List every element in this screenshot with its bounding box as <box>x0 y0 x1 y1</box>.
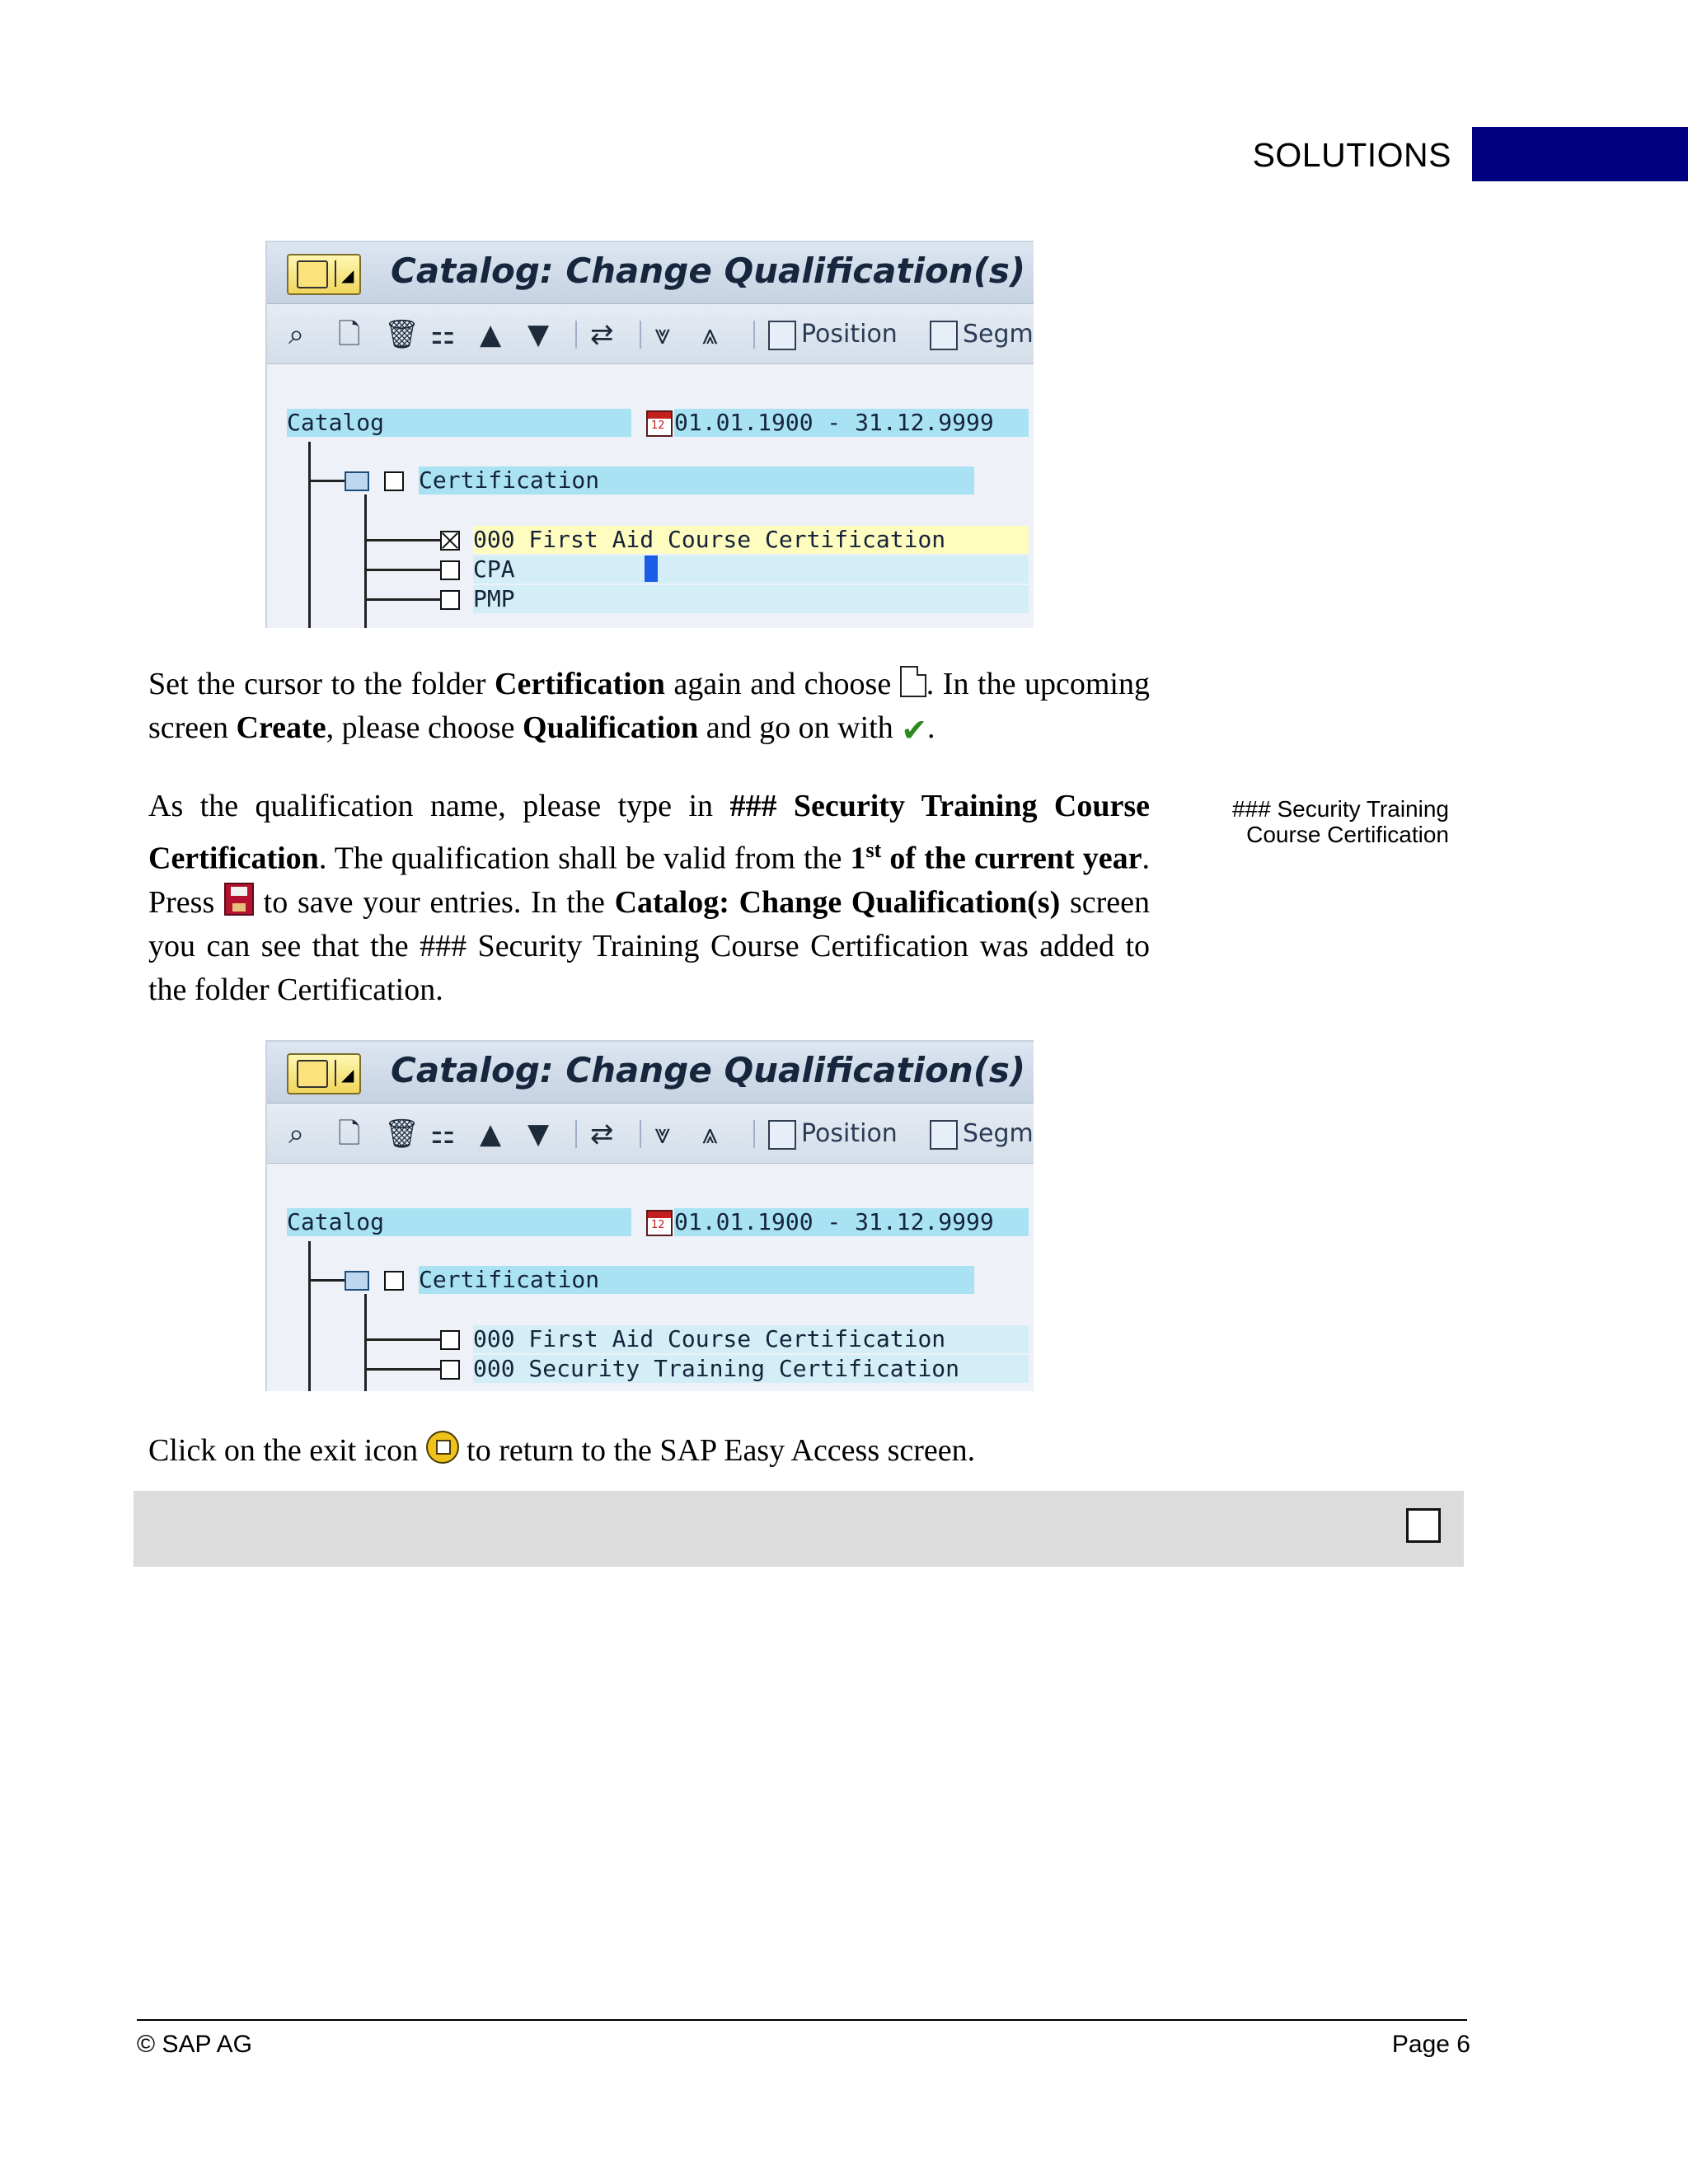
checkbox[interactable] <box>384 1271 404 1291</box>
structure-icon[interactable]: ⚏ <box>430 1118 456 1151</box>
exercise-completion-bar <box>134 1491 1464 1567</box>
tree-item-label: 000 Security Training Certification <box>473 1355 960 1382</box>
tree-item-label: 000 First Aid Course Certification <box>473 1325 946 1352</box>
delete-icon[interactable]: 🗑 <box>384 1118 420 1151</box>
superscript: st <box>865 838 882 862</box>
checkbox[interactable] <box>440 560 460 580</box>
text: . The qualification shall be valid from the <box>318 841 851 876</box>
structure-icon[interactable]: ⚏ <box>430 318 456 351</box>
bold-text: ### Security Training Course Certification <box>148 789 1150 876</box>
position-button[interactable]: Position <box>801 320 898 349</box>
text: Set the cursor to the folder <box>148 667 495 701</box>
toolbar-separator <box>753 321 755 349</box>
segment-icon[interactable] <box>930 321 958 350</box>
text: again and choose <box>664 667 900 701</box>
section-title: SOLUTIONS <box>1252 136 1451 174</box>
tree-line <box>364 569 440 571</box>
text: . In the upcoming screen <box>148 667 1150 745</box>
paragraph-3 <box>148 1429 1150 1473</box>
toolbar-separator <box>753 1120 755 1148</box>
checkbox[interactable] <box>440 1330 460 1350</box>
position-icon[interactable] <box>768 321 796 350</box>
position-icon[interactable] <box>768 1120 796 1150</box>
date-range-field[interactable] <box>674 409 1029 437</box>
expand-icon[interactable]: ⩔ <box>654 318 671 351</box>
collapse-icon[interactable]: ⩓ <box>702 1118 719 1151</box>
tree-item[interactable] <box>473 1325 1029 1353</box>
save-icon <box>224 883 254 916</box>
tree-item[interactable] <box>473 585 1029 613</box>
footer-copyright: © SAP AG <box>137 2031 252 2058</box>
text: and go on with <box>698 710 902 745</box>
display-icon[interactable]: ⌕ <box>288 1118 305 1151</box>
window-title: Catalog: Change Qualification(s) <box>391 1050 1026 1090</box>
margin-note-line: ### Security Training <box>1231 796 1449 822</box>
calendar-icon[interactable]: 12 <box>646 1210 673 1236</box>
paragraph-2 <box>148 785 1150 1012</box>
create-icon[interactable]: 🗋 <box>338 318 361 351</box>
date-range: 01.01.1900 - 31.12.9999 <box>674 409 994 436</box>
sap-toolbar <box>267 304 1034 364</box>
catalog-field[interactable] <box>287 1208 631 1236</box>
text: screen you can see that the ### Security Training Course Certification was added to the folder Certification. <box>148 884 1150 1007</box>
bold-text: of the current year <box>881 841 1142 876</box>
text: Click on the exit icon <box>148 1433 426 1468</box>
checkbox-checked[interactable] <box>440 531 460 551</box>
date-range: 01.01.1900 - 31.12.9999 <box>674 1208 994 1235</box>
window-title: Catalog: Change Qualification(s) <box>391 251 1026 291</box>
tree-line <box>364 1368 440 1371</box>
menu-icon[interactable]: ◢ <box>287 254 361 295</box>
footer-page-number: Page 6 <box>1391 2031 1470 2058</box>
tree-line <box>308 480 345 482</box>
tree-item[interactable] <box>473 1355 1029 1383</box>
margin-note <box>1187 796 1449 847</box>
create-icon[interactable]: 🗋 <box>338 1118 361 1151</box>
tree-item[interactable] <box>473 555 1029 583</box>
text: . <box>927 710 935 745</box>
margin-note-line: Course Certification <box>1246 822 1449 847</box>
create-icon <box>900 666 926 697</box>
folder-node-certification[interactable] <box>419 1266 974 1294</box>
tree-line <box>364 1294 367 1391</box>
display-icon[interactable]: ⌕ <box>288 318 305 351</box>
tree-item[interactable] <box>473 526 1029 554</box>
sap-title-bar <box>267 242 1034 304</box>
tree-item-label: 000 First Aid Course Certification <box>473 526 946 553</box>
tree-line <box>308 1241 311 1391</box>
reassign-icon[interactable]: ⇄ <box>590 318 614 351</box>
tree-line <box>364 539 440 541</box>
catalog-tree <box>267 1164 1034 1391</box>
bold-text: Catalog: Change Qualification(s) <box>614 884 1061 920</box>
bold-text: Certification <box>495 667 665 701</box>
move-down-icon[interactable]: ▼ <box>528 318 550 351</box>
segment-icon[interactable] <box>930 1120 958 1150</box>
text: . Press <box>148 841 1150 920</box>
tree-line <box>364 598 440 601</box>
catalog-label: Catalog <box>287 1208 385 1235</box>
expand-icon[interactable]: ⩔ <box>654 1118 671 1151</box>
catalog-label: Catalog <box>287 409 385 436</box>
position-button[interactable]: Position <box>801 1119 898 1148</box>
tree-line <box>308 442 311 628</box>
reassign-icon[interactable]: ⇄ <box>590 1118 614 1151</box>
footer-divider <box>137 2019 1467 2021</box>
folder-label: Certification <box>419 466 600 494</box>
toolbar-separator <box>640 1120 641 1148</box>
calendar-icon[interactable]: 12 <box>646 410 673 437</box>
menu-icon[interactable]: ◢ <box>287 1053 361 1094</box>
folder-label: Certification <box>419 1266 600 1293</box>
folder-node-certification[interactable] <box>419 466 974 494</box>
bold-text: Create <box>236 710 326 745</box>
exit-icon <box>426 1431 459 1464</box>
checkbox[interactable] <box>440 590 460 610</box>
collapse-icon[interactable]: ⩓ <box>702 318 719 351</box>
text-cursor <box>645 555 658 582</box>
section-header-bar <box>1472 127 1688 181</box>
text: to return to the SAP Easy Access screen. <box>458 1433 976 1468</box>
catalog-field[interactable] <box>287 409 631 437</box>
check-icon: ✔ <box>901 712 928 748</box>
tree-item-label: PMP <box>473 585 515 612</box>
text: As the qualification name, please type in <box>148 789 730 823</box>
tree-line <box>364 494 367 628</box>
paragraph-1 <box>148 663 1150 752</box>
segment-button[interactable]: Segm <box>963 1119 1034 1148</box>
move-up-icon[interactable]: ▲ <box>480 1118 502 1151</box>
sap-title-bar <box>267 1042 1034 1104</box>
toolbar-separator <box>575 1120 577 1148</box>
text: to save your entries. In the <box>253 884 615 920</box>
tree-line <box>308 1279 345 1282</box>
tree-line <box>364 1338 440 1341</box>
text: , please choose <box>326 710 523 745</box>
folder-icon[interactable] <box>345 1271 369 1291</box>
segment-button[interactable]: Segm <box>963 320 1034 349</box>
bold-text: Qualification <box>523 710 699 745</box>
bold-text: 1 <box>850 841 866 876</box>
toolbar-separator <box>575 321 577 349</box>
folder-icon[interactable] <box>345 471 369 491</box>
toolbar-separator <box>640 321 641 349</box>
move-down-icon[interactable]: ▼ <box>528 1118 550 1151</box>
sap-screenshot-1 <box>265 241 1034 628</box>
move-up-icon[interactable]: ▲ <box>480 318 502 351</box>
checkbox[interactable] <box>440 1360 460 1380</box>
tree-item-label: CPA <box>473 555 515 583</box>
completion-checkbox[interactable] <box>1406 1508 1441 1543</box>
delete-icon[interactable]: 🗑 <box>384 318 420 351</box>
catalog-tree <box>267 364 1034 628</box>
sap-toolbar <box>267 1104 1034 1164</box>
checkbox[interactable] <box>384 471 404 491</box>
sap-screenshot-2 <box>265 1040 1034 1391</box>
date-range-field[interactable] <box>674 1208 1029 1236</box>
